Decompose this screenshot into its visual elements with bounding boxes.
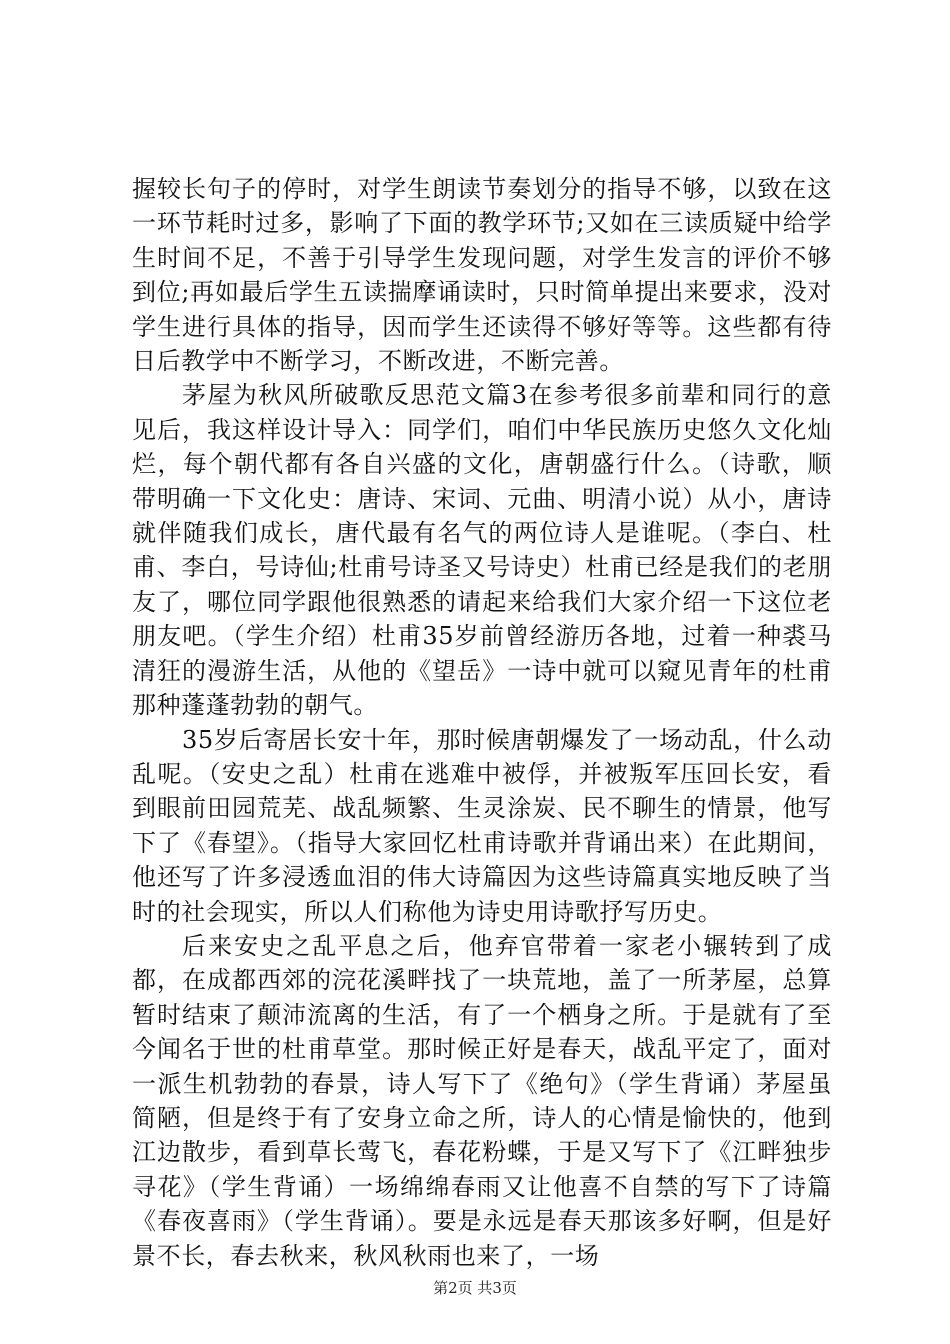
paragraph-chengdu-cottage: 后来安史之乱平息之后，他弃官带着一家老小辗转到了成都，在成都西郊的浣花溪畔找了一块荒地，盖了一所茅屋，总算暂时结束了颠沛流离的生活，有了一个栖身之所。于是就有了至今闻名于世的杜甫草堂。那时候正好是春天，战乱平定了，面对一派生机勃勃的春景，诗人写下了《绝句》（学生背诵）茅屋虽简陋，但是终于有了安身立命之所，诗人的心情是愉快的，他到江边散步，看到草长莺飞，春花粉蝶，于是又写下了《江畔独步寻花》（学生背诵）一场绵绵春雨又让他喜不自禁的写下了诗篇《春夜喜雨》（学生背诵）。要是永远是春天那该多好啊，但是好景不长，春去秋来，秋风秋雨也来了，一场 (132, 931, 832, 1270)
body-text (132, 172, 832, 1273)
paragraph-changan-years: 35岁后寄居长安十年，那时候唐朝爆发了一场动乱，什么动乱呢。（安史之乱）杜甫在逃难中被俘，并被叛军压回长安，看到眼前田园荒芜、战乱频繁、生灵涂炭、民不聊生的情景，他写下了《春望》。（指导大家回忆杜甫诗歌并背诵出来）在此期间，他还写了许多浸透血泪的伟大诗篇因为这些诗篇真实地反映了当时的社会现实，所以人们称他为诗史用诗歌抒写历史。 (132, 725, 832, 926)
paragraph-continuation: 握较长句子的停时，对学生朗读节奏划分的指导不够，以致在这一环节耗时过多，影响了下面的教学环节;又如在三读质疑中给学生时间不足，不善于引导学生发现问题，对学生发言的评价不够到位;再如最后学生五读揣摩诵读时，只时简单提出来要求，没对学生进行具体的指导，因而学生还读得不够好等等。这些都有待日后教学中不断学习，不断改进，不断完善。 (132, 175, 832, 376)
page-number-footer: 第2页 共3页 (433, 1279, 517, 1297)
paragraph-reflection-intro: 茅屋为秋风所破歌反思范文篇3在参考很多前辈和同行的意见后，我这样设计导入：同学们，咱们中华民族历史悠久文化灿烂，每个朝代都有各自兴盛的文化，唐朝盛行什么。（诗歌，顺带明确一下文化史：唐诗、宋词、元曲、明清小说）从小，唐诗就伴随我们成长，唐代最有名气的两位诗人是谁呢。（李白、杜甫、李白，号诗仙;杜甫号诗圣又号诗史）杜甫已经是我们的老朋友了，哪位同学跟他很熟悉的请起来给我们大家介绍一下这位老朋友吧。（学生介绍）杜甫35岁前曾经游历各地，过着一种裘马清狂的漫游生活，从他的《望岳》一诗中就可以窥见青年的杜甫那种蓬蓬勃勃的朝气。 (132, 381, 832, 720)
